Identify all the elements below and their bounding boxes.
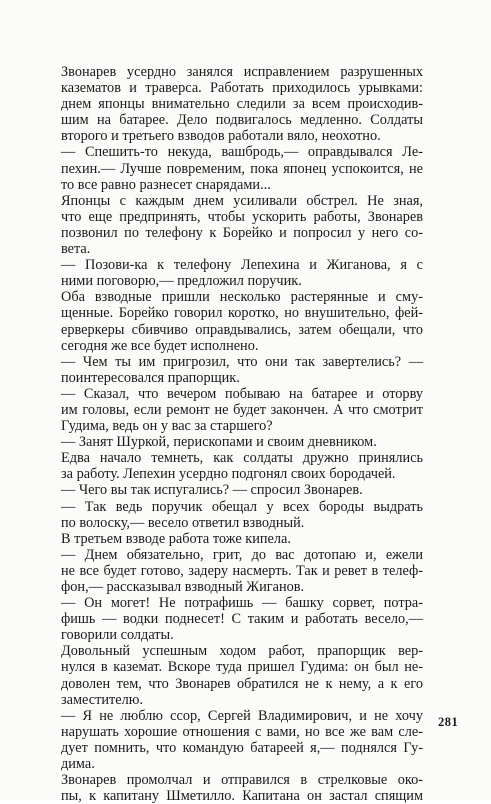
text-line: — Я не люблю ссор, Сергей Владимирович, и не хочу <box>61 707 423 724</box>
text-line: фишь — водки поднесет! С таким и работать весело,— <box>61 611 423 628</box>
text-line: Звонарев промолчал и отправился в стрелковые око- <box>61 772 423 789</box>
text-line: пы, к капитану Шметилло. Капитана он застал спящим <box>61 788 423 804</box>
text-line: пехин.— Лучше повременим, пока японец успокоится, не <box>61 160 423 177</box>
text-line: доволен тем, что Звонарев обратился не к нему, а к его <box>61 675 423 692</box>
page-number: 281 <box>438 715 459 729</box>
text-line: Гудима, ведь он у вас за старшего? <box>61 418 273 435</box>
text-line: по волоску,— весело ответил взводный. <box>61 514 305 531</box>
text-line: щенные. Борейко говорил коротко, но внушительно, фей- <box>61 305 423 322</box>
text-line: Звонарев усердно занялся исправлением разрушенных <box>61 64 423 80</box>
text-line: то все равно разнесет снарядами... <box>61 176 271 193</box>
text-line: — Позови-ка к телефону Лепехина и Жиганова, я с <box>61 257 423 274</box>
text-line: нулся в каземат. Вскоре туда пришел Гудима: он был не- <box>61 659 423 676</box>
text-line: ними поговорю,— предложил поручик. <box>61 273 302 290</box>
text-line: — Днем обязательно, грит, до вас дотопаю и, ежели <box>61 546 423 563</box>
text-line: казематов и траверса. Работать приходилось урывками: <box>61 80 423 97</box>
text-line: Оба взводные пришли несколько растерянные и сму- <box>61 289 423 306</box>
text-line: днем японцы внимательно следили за всем происходив- <box>61 96 423 113</box>
text-line: — Он могет! Не потрафишь — башку сорвет, потра- <box>61 595 423 612</box>
text-line: говорили солдаты. <box>61 627 174 644</box>
text-line: шим на батарее. Дело подвигалось медленно. Солдаты <box>61 112 423 129</box>
text-line: Довольный успешным ходом работ, прапорщик вер- <box>61 643 423 660</box>
text-line: В третьем взводе работа тоже кипела. <box>61 530 291 547</box>
text-line: вета. <box>61 241 91 258</box>
text-line: позвонил по телефону к Борейко и попросил у него со- <box>61 224 423 241</box>
text-line: не все будет готово, задеру насмерть. Так и ревет в телеф- <box>61 562 423 579</box>
text-line: фон,— рассказывал взводный Жиганов. <box>61 579 305 595</box>
text-line: им головы, если ремонт не будет закончен. А что смотрит <box>61 401 423 418</box>
text-line: — Занят Шуркой, перископами и своим дневником. <box>61 434 377 451</box>
text-line: — Сказал, что вечером побываю на батарее и оторву <box>61 385 423 402</box>
text-line: поинтересовался прапорщик. <box>61 369 240 386</box>
text-line: Японцы с каждым днем усиливали обстрел. Не зная, <box>61 192 423 209</box>
text-line: что еще предпринять, чтобы ускорить работы, Звонарев <box>61 208 423 225</box>
text-line: за работу. Лепехин усердно подгонял своих бородачей. <box>61 466 396 483</box>
text-line: ерверкеры сбивчиво оправдывались, затем обещали, что <box>61 321 423 338</box>
text-line: дима. <box>61 756 95 773</box>
text-line: сегодня же все будет исполнено. <box>61 337 259 354</box>
body-text <box>61 64 423 804</box>
text-line: — Чем ты им пригрозил, что они так завертелись? — <box>61 353 423 370</box>
text-line: — Так ведь поручик обещал у всех бороды выдрать <box>61 498 423 515</box>
text-line: второго и третьего взводов работали вяло, неохотно. <box>61 128 381 145</box>
text-line: — Спешить-то некуда, вашбродь,— оправдывался Ле- <box>61 144 423 161</box>
text-line: заместителю. <box>61 691 143 708</box>
text-line: дует помнить, что командую батареей я,— поднялся Гу- <box>61 739 423 756</box>
text-line: — Чего вы так испугались? — спросил Звонарев. <box>61 482 363 499</box>
text-line: нарушать хорошие отношения с вами, но все же вам сле- <box>61 723 423 740</box>
text-line: Едва начало темнеть, как солдаты дружно принялись <box>61 450 423 467</box>
